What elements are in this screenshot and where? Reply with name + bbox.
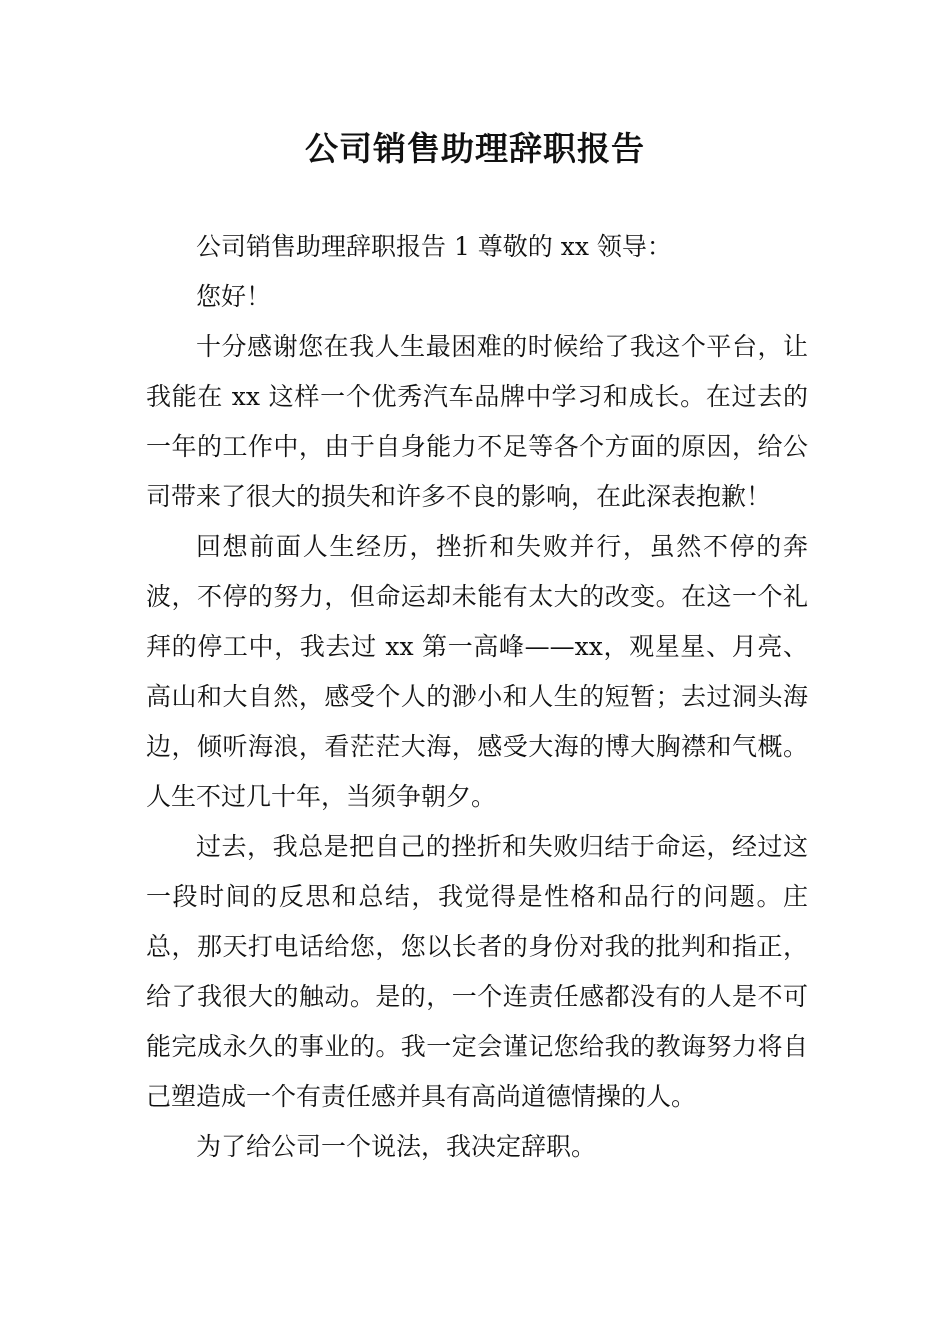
paragraph-self-review: 过去，我总是把自己的挫折和失败归结于命运，经过这一段时间的反思和总结，我觉得是性格和品行的问题。庄总，那天打电话给您，您以长者的身份对我的批判和指正，给了我很大的触动。是的，一个连责任感都没有的人是不可能完成永久的事业的。我一定会谨记您给我的教诲努力将自己塑造成一个有责任感并具有高尚道德情操的人。 bbox=[146, 832, 808, 1111]
paragraph-decision: 为了给公司一个说法，我决定辞职。 bbox=[196, 1132, 597, 1161]
paragraph-greeting: 您好！ bbox=[196, 282, 272, 311]
paragraph-salutation: 公司销售助理辞职报告 1 尊敬的 xx 领导： bbox=[196, 232, 672, 261]
document-title: 公司销售助理辞职报告 bbox=[305, 129, 645, 168]
paragraph-reflection: 回想前面人生经历，挫折和失败并行，虽然不停的奔波，不停的努力，但命运却未能有太大的改变。在这一个礼拜的停工中，我去过 xx 第一高峰——xx，观星星、月亮、高山和大自然，感受个人的渺小和人生的短暂；去过洞头海边，倾听海浪，看茫茫大海，感受大海的博大胸襟和气概。人生不过几十年，当须争朝夕。 bbox=[146, 532, 808, 811]
paragraph-thanks: 十分感谢您在我人生最困难的时候给了我这个平台，让我能在 xx 这样一个优秀汽车品牌中学习和成长。在过去的一年的工作中，由于自身能力不足等各个方面的原因，给公司带来了很大的损失和许多不良的影响，在此深表抱歉！ bbox=[146, 332, 808, 511]
document-body bbox=[146, 222, 808, 1172]
